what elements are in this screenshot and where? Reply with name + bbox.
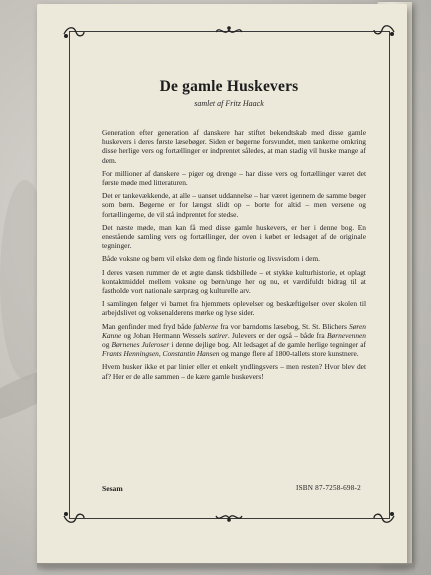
italic-title-text: Søren Kanne <box>102 321 366 340</box>
paragraph-text: Generation efter generation af danskere har stiftet bekendtskab med disse gamle huskevers i deres første læsebøger. Siden er bøgerne forsvundet, men tankerne omkring disse herlige vers og fortællinger er indprentet således, at man stadig vil huske mange af dem. <box>102 128 366 165</box>
paragraph-text: Man genfinder med fryd både <box>102 321 194 331</box>
book-title: De gamle Huskevers <box>159 78 299 95</box>
paragraph-text: Det næste møde, man kan få med disse gamle huskevers, er her i denne bog. En enestående samling vers og fortællinger, der oven i købet er ledsaget af de originale tegninger. <box>102 222 366 251</box>
paragraph-text: Det er tankevækkende, at alle – uanset uddannelse – har været igennem de samme bøger som børn. Bøgerne er for længst slidt op – borte for altid – men versene og fortællingerne, de vil stå indprentet for stedse. <box>102 191 366 219</box>
paragraph-text: fra vor barndoms læsebog, St. St. Blichers <box>218 321 350 331</box>
italic-title-text: satirer <box>208 330 228 340</box>
paragraph-text: i denne dejlige bog. Alt ledsaget af de gamle herlige tegninger af <box>169 340 366 350</box>
blurb-paragraph <box>102 362 366 380</box>
paragraph-text: . Julevers er der også – både fra <box>227 330 328 340</box>
publisher-name: Sesam <box>102 484 123 493</box>
isbn-number: ISBN 87-7258-698-2 <box>296 484 361 492</box>
paragraph-text: For millioner af danskere – piger og drenge – har disse vers og fortællinger været det første møde med litteraturen. <box>102 168 366 188</box>
corner-ornament-top-left <box>62 24 86 42</box>
book-subtitle: samlet af Fritz Haack <box>194 99 264 108</box>
italic-title-text: Børnenes Juleroser <box>111 340 170 350</box>
blurb-paragraph <box>102 268 366 296</box>
paragraph-text: Både voksne og børn vil elske dem og finde historie og livsvisdom i dem. <box>102 254 320 264</box>
top-center-ornament <box>214 24 244 38</box>
blurb-paragraph <box>102 299 366 317</box>
paragraph-text: Hvem husker ikke et par linier eller et enkelt yndlingsvers – men resten? Hvor blev det af? Her er de alle sammen – de kære gamle huskevers! <box>102 362 366 381</box>
paragraph-text: og mange flere af 1800-tallets store kunstnere. <box>219 349 359 359</box>
blurb-paragraph <box>102 169 366 187</box>
blurb-paragraph <box>102 128 366 165</box>
blurb-text <box>102 128 366 385</box>
blurb-paragraph <box>102 254 366 263</box>
italic-title-text: Frants Henningsen, Constantin Hansen <box>102 349 220 359</box>
corner-ornament-bottom-left <box>62 508 86 526</box>
italic-title-text: fablerne <box>193 321 219 331</box>
blurb-paragraph <box>102 223 366 251</box>
italic-title-text: Børnevennen <box>327 330 367 340</box>
corner-ornament-top-right <box>372 22 396 40</box>
paragraph-text: og Johan Hermann Wessels <box>121 330 209 340</box>
bottom-center-ornament <box>214 510 244 524</box>
paragraph-text: I deres væsen rummer de et ægte dansk tidsbillede – et stykke kulturhistorie, et oplagt kontaktmiddel mellem voksne og børn/unge her og nu, et værdifuldt bidrag til at fastholde vort nationale særpræg og kulturelle arv. <box>102 267 366 296</box>
paragraph-text: I samlingen følger vi barnet fra hjemmets oplevelser og beskæftigelser over skolen til arbejdslivet og voksenalderens mørke og lyse sider. <box>102 299 366 318</box>
blurb-paragraph <box>102 191 366 219</box>
corner-ornament-bottom-right <box>372 508 396 526</box>
blurb-paragraph <box>102 322 366 359</box>
paragraph-text: og <box>102 340 112 350</box>
book-shadow <box>37 563 415 571</box>
